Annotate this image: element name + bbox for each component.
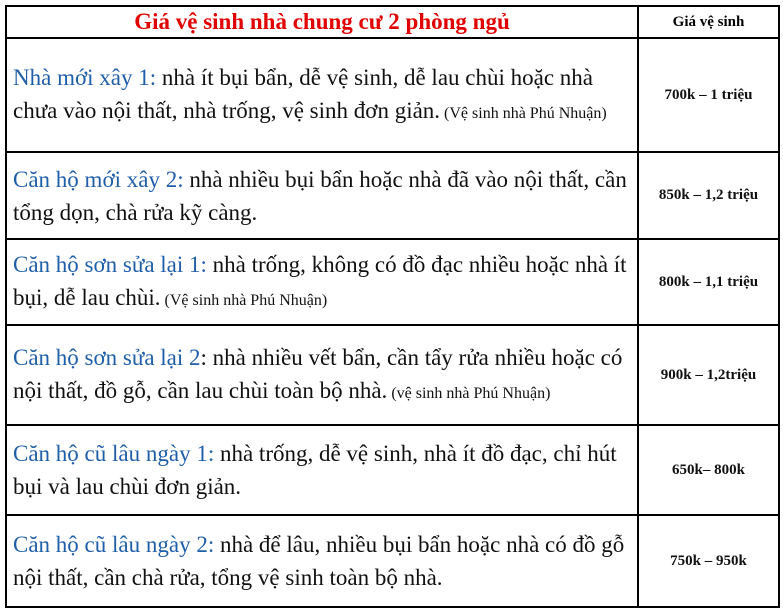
row-note: (Vệ sinh nhà Phú Nhuận) — [160, 291, 328, 309]
price-cell: 900k – 1,2triệu — [638, 325, 779, 425]
row-text: nhà để lâu, nhiều bụi bẩn hoặc nhà có đồ gỗ nội thất, cần chà rửa, tổng vệ sinh toàn bộ nhà. — [13, 532, 625, 590]
table-row — [6, 515, 779, 607]
row-label: Căn hộ sơn sửa lại 1: — [13, 251, 207, 277]
price-table — [5, 5, 780, 608]
table-row — [6, 239, 779, 325]
description-cell — [6, 425, 638, 515]
description-cell — [6, 239, 638, 325]
row-label: Căn hộ sơn sửa lại 2 — [13, 344, 201, 370]
table-row — [6, 152, 779, 239]
row-note: (Vệ sinh nhà Phú Nhuận) — [440, 104, 607, 122]
table-row — [6, 325, 779, 425]
row-label: Căn hộ mới xây 2: — [13, 166, 184, 192]
description-cell — [6, 38, 638, 152]
row-text: nhà trống, không có đồ đạc nhiều hoặc nhà ít bụi, dễ lau chùi. — [13, 251, 627, 310]
table-row — [6, 38, 779, 152]
header-row — [6, 6, 779, 38]
row-label: Nhà mới xây 1: — [13, 64, 157, 90]
row-label: Căn hộ cũ lâu ngày 1: — [13, 441, 215, 466]
row-text: : nhà nhiều vết bẩn, cần tẩy rửa nhiều hoặc có nội thất, đồ gỗ, cần lau chùi toàn bộ nhà. — [13, 344, 623, 403]
row-text: nhà trống, dễ vệ sinh, nhà ít đồ đạc, chỉ hút bụi và lau chùi đơn giản. — [13, 441, 617, 499]
table-row — [6, 425, 779, 515]
table-title: Giá vệ sinh nhà chung cư 2 phòng ngủ — [6, 6, 638, 38]
row-label: Căn hộ cũ lâu ngày 2: — [13, 532, 215, 557]
description-cell — [6, 325, 638, 425]
price-cell: 750k – 950k — [638, 515, 779, 607]
description-cell — [6, 152, 638, 239]
row-note: (vệ sinh nhà Phú Nhuận) — [387, 384, 551, 402]
row-text: nhà ít bụi bẩn, dễ vệ sinh, dễ lau chùi hoặc nhà chưa vào nội thất, nhà trống, vệ sinh đơn giản. — [13, 64, 594, 123]
price-cell: 650k– 800k — [638, 425, 779, 515]
price-column-header: Giá vệ sinh — [638, 6, 779, 38]
price-cell: 700k – 1 triệu — [638, 38, 779, 152]
row-text: nhà nhiều bụi bẩn hoặc nhà đã vào nội thất, cần tổng dọn, chà rửa kỹ càng. — [13, 166, 627, 225]
price-cell: 800k – 1,1 triệu — [638, 239, 779, 325]
description-cell — [6, 515, 638, 607]
price-cell: 850k – 1,2 triệu — [638, 152, 779, 239]
